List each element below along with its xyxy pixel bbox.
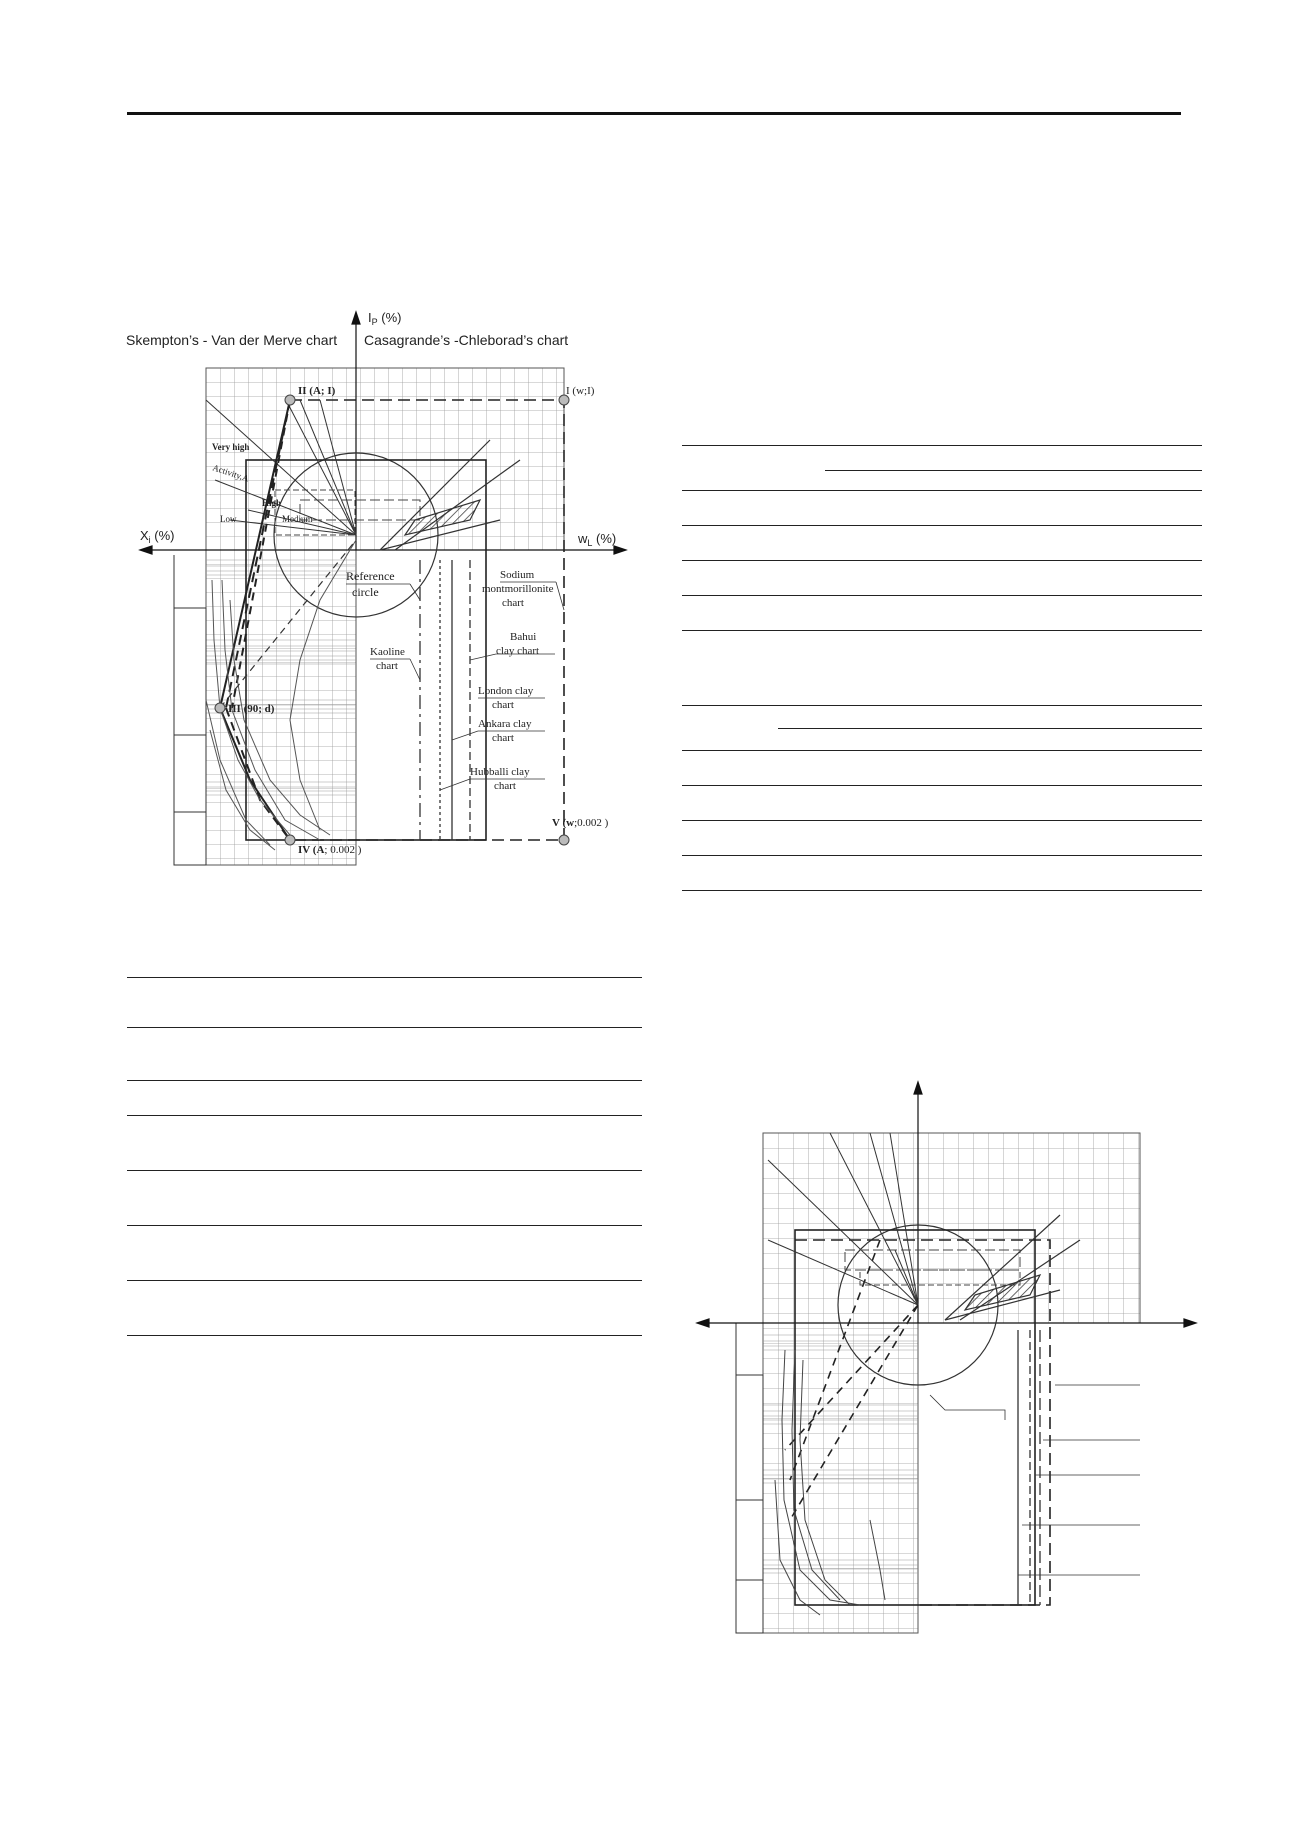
svg-text:IP (%): $I_P$ (%) <box>368 310 402 327</box>
svg-text:High: High <box>262 498 282 508</box>
table-rule <box>682 890 1202 891</box>
table-rule <box>127 1280 642 1281</box>
table-rule <box>825 470 1202 471</box>
left-chart-title: Skempton’s - Van der Merve chart <box>126 332 338 348</box>
table-rule <box>682 490 1202 491</box>
svg-text:Xi (%): $X_i$ (%) <box>140 528 175 545</box>
svg-text:Referencecircle: Reference circle <box>346 569 395 599</box>
table-rule <box>127 1225 642 1226</box>
table-rule <box>127 1115 642 1116</box>
svg-text:Hubballi claychart: Hubballi clay chart <box>470 766 530 792</box>
svg-text:Medium: Medium <box>282 514 313 524</box>
figure-2-chart <box>690 1075 1210 1650</box>
table-rule <box>682 750 1202 751</box>
svg-text:wL (%): $w_L$ (%) <box>578 531 617 548</box>
table-rule <box>127 1080 642 1081</box>
table-rule <box>682 785 1202 786</box>
svg-text:III (90; d): III (90; d) <box>228 703 275 715</box>
table-rule <box>127 977 642 978</box>
figure-1-chart <box>120 295 640 875</box>
table-rule <box>682 525 1202 526</box>
table-rule <box>682 560 1202 561</box>
table-rule <box>127 1027 642 1028</box>
table-rule <box>682 630 1202 631</box>
svg-text:Ankara claychart: Ankara clay chart <box>478 718 532 744</box>
table-rule <box>682 445 1202 446</box>
svg-text:Bahuiclay chart: Bahui clay chart <box>496 631 540 657</box>
svg-text:Very high: Very high <box>212 442 250 452</box>
table-rule <box>127 1170 642 1171</box>
table-rule <box>127 1335 642 1336</box>
svg-text:Low: Low <box>220 514 237 524</box>
table-rule <box>682 855 1202 856</box>
svg-text:V (w;0.002 ): V (w;0.002 ) <box>552 817 609 829</box>
svg-text:London claychart: London clay chart <box>478 685 534 711</box>
right-chart-title: Casagrande’s -Chleborad’s chart <box>364 332 569 348</box>
table-rule <box>682 705 1202 706</box>
table-rule <box>778 728 1202 729</box>
svg-text:Sodiummontmorillonitechart: Sodium montmorillonite chart <box>482 569 554 609</box>
svg-text:Kaolinechart: Kaoline chart <box>370 646 405 672</box>
svg-text:II (A; I): II (A; I) <box>298 385 336 397</box>
svg-text:IV (A; 0.002 ): IV (A; 0.002 ) <box>298 844 362 856</box>
svg-text:Activity,A: Activity,A <box>211 462 251 484</box>
table-rule <box>682 595 1202 596</box>
page-header-rule <box>127 112 1181 115</box>
svg-text:I (w;I): I (w;I) <box>566 385 595 397</box>
table-rule <box>682 820 1202 821</box>
